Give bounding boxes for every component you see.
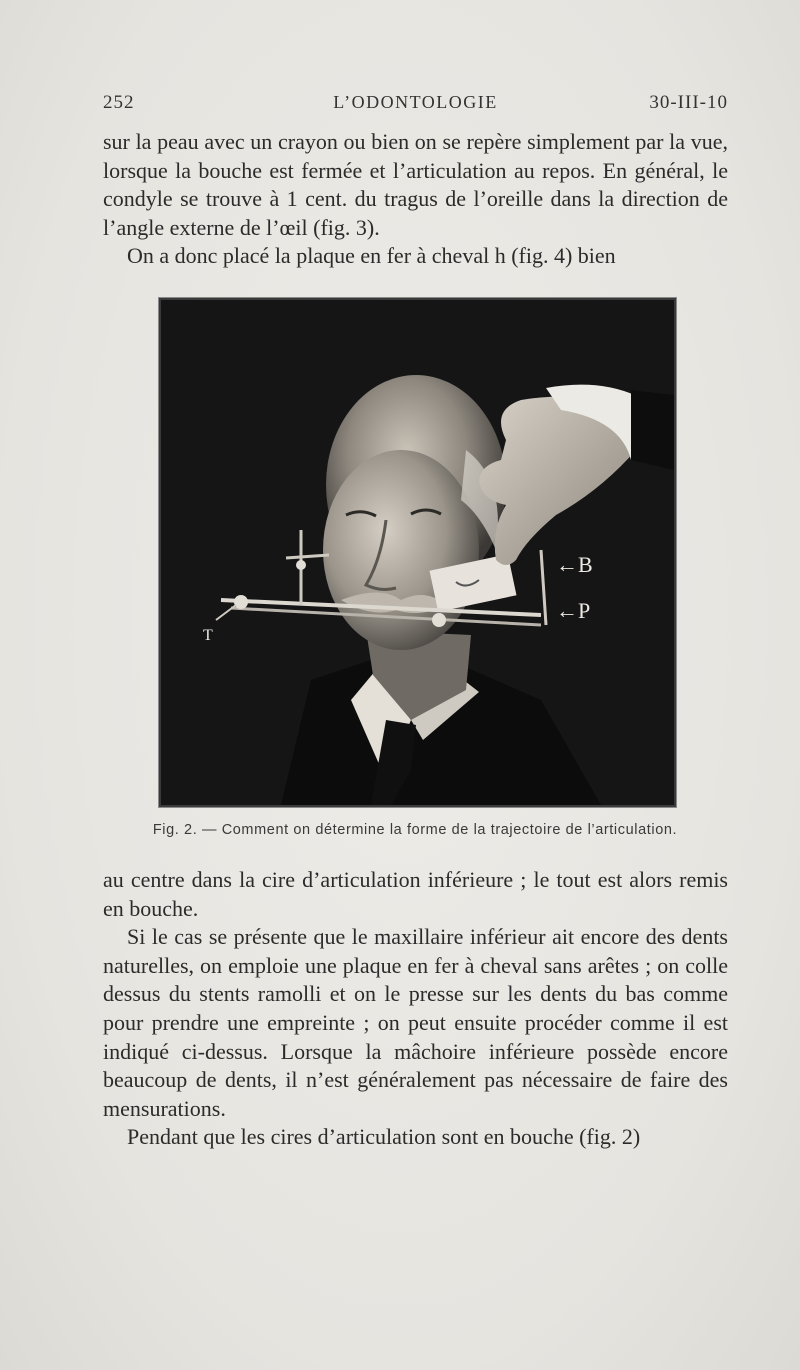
paragraph: sur la peau avec un crayon ou bien on se repère simplement par la vue, lorsque la bouche est fermée et l’articulation au repos. En général, le condyle se trouve à 1 cent. du tragus de l’oreille dans la direction de l’angle externe de l’œil (fig. 3). bbox=[103, 129, 728, 240]
paragraph: au centre dans la cire d’articulation inférieure ; le tout est alors remis en bouche. bbox=[103, 867, 728, 921]
journal-title: L’ODONTOLOGIE bbox=[333, 92, 498, 112]
body-text-bottom bbox=[103, 866, 728, 1152]
figure-photograph bbox=[159, 298, 676, 807]
paragraph: On a donc placé la plaque en fer à cheval h (fig. 4) bien bbox=[127, 243, 616, 269]
figure-caption: Fig. 2. — Comment on détermine la forme de la trajectoire de l’articulation. bbox=[152, 822, 678, 838]
label-b: ←B bbox=[556, 552, 593, 577]
body-text-top bbox=[103, 128, 728, 271]
paragraph: Pendant que les cires d’articulation sont en bouche (fig. 2) bbox=[127, 1124, 641, 1150]
label-t: T bbox=[203, 627, 213, 644]
paragraph: Si le cas se présente que le maxillaire inférieur ait encore des dents naturelles, on emploie une plaque en fer à cheval sans arêtes ; on colle dessus du stents ramolli et on le presse sur les dents du bas comme pour prendre une empreinte ; on peut ensuite procéder comme il est indiqué ci-dessus. Lorsque la mâchoire inférieure possède encore beaucoup de dents, il n’est généralement pas nécessaire de faire des mensurations. bbox=[103, 924, 728, 1121]
label-p: ←P bbox=[556, 598, 591, 623]
portrait-illustration bbox=[161, 300, 674, 805]
issue-date: 30-III-10 bbox=[649, 92, 728, 113]
page-number: 252 bbox=[103, 92, 135, 113]
